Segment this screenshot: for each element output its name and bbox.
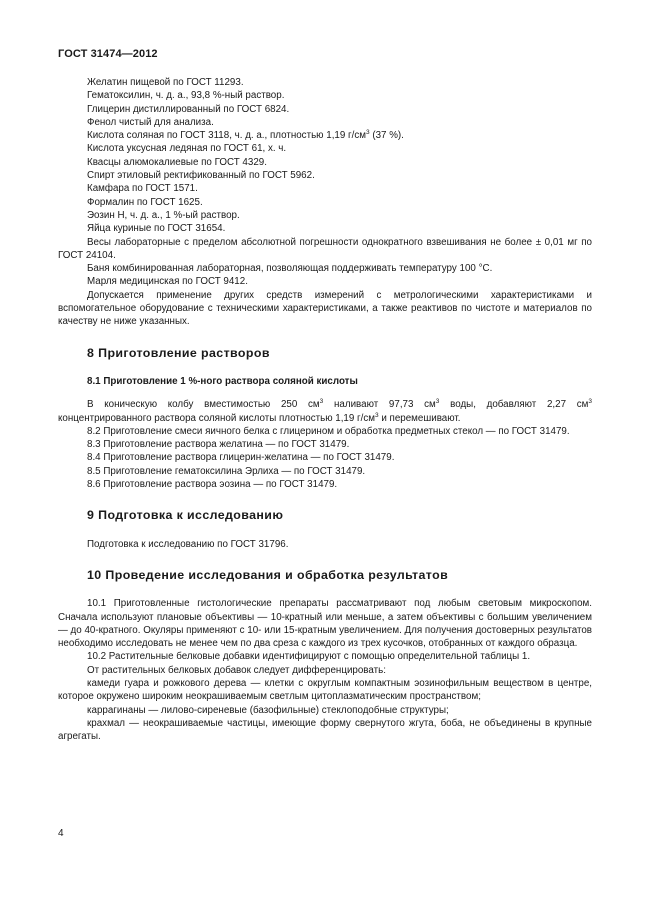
material-item: Спирт этиловый ректификованный по ГОСТ 5962.: [87, 170, 315, 182]
material-item: Камфара по ГОСТ 1571.: [87, 183, 198, 195]
document-header: ГОСТ 31474—2012: [58, 48, 158, 60]
paragraph-10-4: камеди гуара и рожкового дерева — клетки с округлым компактным эозинофильным веществом в центре, которое окружено широким неокрашиваемым светлым цитоплазматическим пространством;: [58, 677, 592, 703]
paragraph-10-3: От растительных белковых добавок следует дифференцировать:: [87, 664, 386, 676]
paragraph-8-1: В коническую колбу вместимостью 250 $см^3$ наливают 97,73 $см^3$ воды, добавляют 2,27 $см^3$ концентрированного раствора соляной кислоты плотностью 1,19 $г/см^3$ и перемешивают.: [58, 398, 592, 424]
section-9-title: 9 Подготовка к исследованию: [87, 508, 284, 523]
material-item: Глицерин дистиллированный по ГОСТ 6824.: [87, 103, 290, 115]
paragraph-8-6: 8.6 Приготовление раствора эозина — по ГОСТ 31479.: [87, 479, 338, 491]
material-item: Эозин Н, ч. д. а., 1 %-ый раствор.: [87, 209, 240, 221]
material-item: Квасцы алюмокалиевые по ГОСТ 4329.: [87, 156, 267, 168]
paragraph-10-5: каррагинаны — лилово-сиреневые (базофильные) стеклоподобные структуры;: [87, 704, 449, 716]
paragraph-10-6: крахмал — неокрашиваемые частицы, имеющие форму свернутого жгута, боба, не объединены в крупные агрегаты.: [58, 717, 592, 743]
paragraph-8-2: 8.2 Приготовление смеси яичного белка с глицерином и обработка предметных стекол — по ГОСТ 31479.: [87, 425, 570, 437]
paragraph-8-3: 8.3 Приготовление раствора желатина — по ГОСТ 31479.: [87, 439, 350, 451]
material-item: Гематоксилин, ч. д. а., 93,8 %-ный раствор.: [87, 90, 285, 102]
material-item-acid: Кислота соляная по ГОСТ 3118, ч. д. а., плотностью 1,19 $г/см^3$ (37 %).: [87, 129, 404, 142]
subsection-8-1-title: 8.1 Приготовление 1 %-ного раствора соляной кислоты: [87, 375, 358, 387]
paragraph-8-4: 8.4 Приготовление раствора глицерин-желатина — по ГОСТ 31479.: [87, 452, 395, 464]
page-number: 4: [58, 828, 64, 839]
material-item: Яйца куриные по ГОСТ 31654.: [87, 223, 226, 235]
material-item: Формалин по ГОСТ 1625.: [87, 196, 203, 208]
allowance-paragraph: Допускается применение других средств измерений с метрологическими характеристиками и вспомогательное оборудование с техническими характеристиками, а также реактивов по чистоте и материалов по качеству не ниже указанных.: [58, 289, 592, 328]
paragraph-10-1: 10.1 Приготовленные гистологические препараты рассматривают под любым световым микроскопом. Сначала используют плановые объективы — 10-кратный или меньше, а затем объективы с большим увеличением — до 40-кратного. Окуляры применяют с 10- или 15-кратным увеличением. Для получения достоверных результатов необходимо исследовать не менее чем по два среза с каждого из трех кусочков, отобранных от каждого образца.: [58, 598, 592, 650]
material-item: Фенол чистый для анализа.: [87, 116, 214, 128]
material-item-gauze: Марля медицинская по ГОСТ 9412.: [87, 276, 248, 288]
paragraph-8-5: 8.5 Приготовление гематоксилина Эрлиха — по ГОСТ 31479.: [87, 465, 366, 477]
material-item: Кислота уксусная ледяная по ГОСТ 61, х. ч.: [87, 143, 287, 155]
section-10-title: 10 Проведение исследования и обработка результатов: [87, 567, 449, 582]
paragraph-9: Подготовка к исследованию по ГОСТ 31796.: [87, 538, 289, 550]
paragraph-10-2: 10.2 Растительные белковые добавки идентифицируют с помощью определительной таблицы 1.: [87, 651, 531, 663]
material-item-bath: Баня комбинированная лабораторная, позволяющая поддерживать температуру 100 °С.: [87, 263, 493, 275]
page-body: [58, 76, 592, 743]
material-item-scales: Весы лабораторные с пределом абсолютной погрешности однократного взвешивания не более ± 0,01 мг по ГОСТ 24104.: [58, 236, 592, 261]
material-item: Желатин пищевой по ГОСТ 11293.: [87, 77, 244, 88]
section-8-title: 8 Приготовление растворов: [87, 345, 270, 360]
